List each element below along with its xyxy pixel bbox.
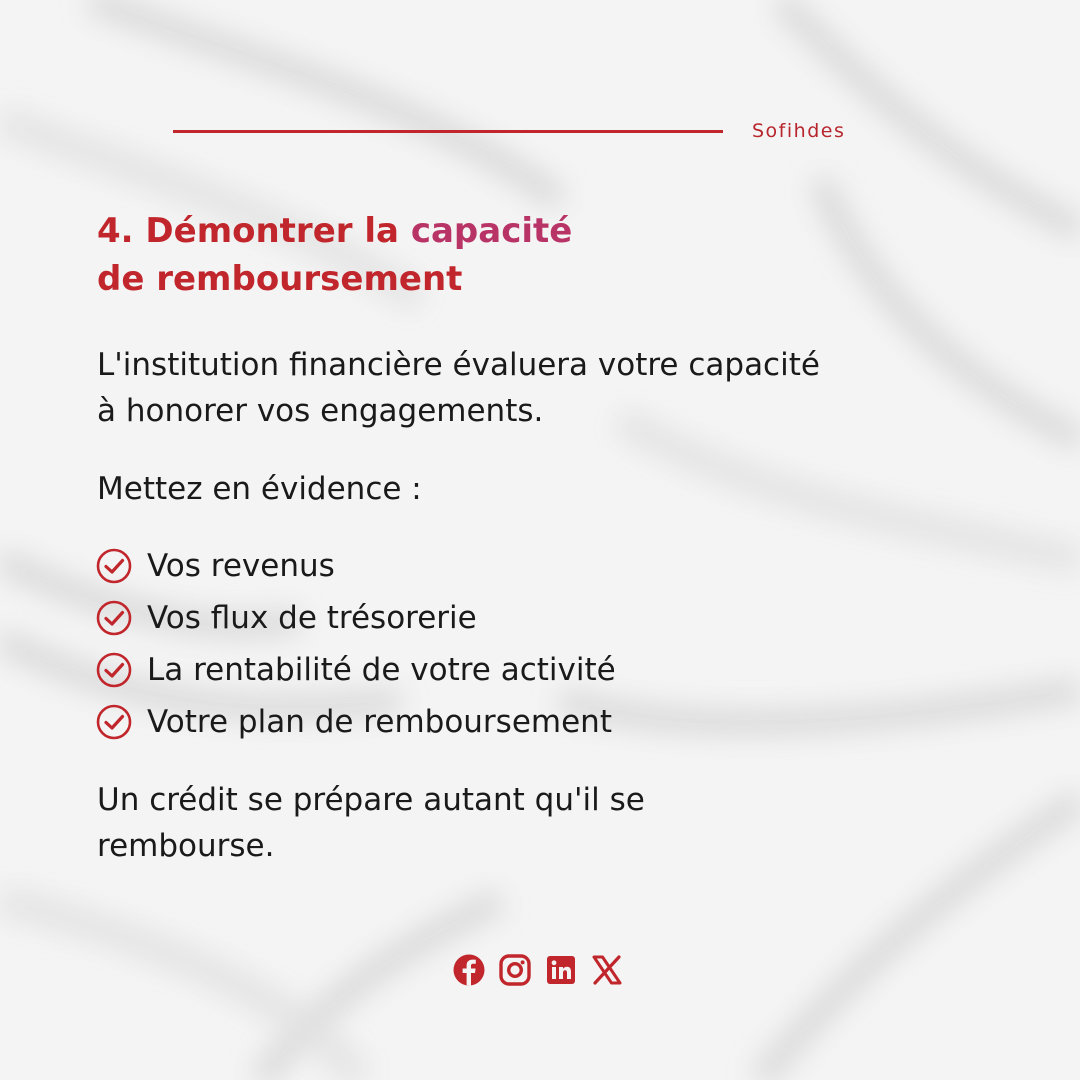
x-icon[interactable] bbox=[590, 953, 624, 987]
title-part-2: capacité bbox=[410, 211, 573, 251]
check-circle-icon bbox=[95, 651, 133, 689]
intro-paragraph bbox=[97, 342, 820, 434]
lead-text: Mettez en évidence : bbox=[97, 471, 422, 507]
linkedin-icon[interactable] bbox=[544, 953, 578, 987]
list-item-label: Vos revenus bbox=[147, 548, 335, 584]
intro-line-2: à honorer vos engagements. bbox=[97, 393, 544, 429]
instagram-icon[interactable] bbox=[498, 953, 532, 987]
brand-name: Sofihdes bbox=[752, 120, 846, 142]
list-item bbox=[95, 644, 616, 696]
page-title bbox=[97, 207, 572, 303]
outro-line-1: Un crédit se prépare autant qu'il se bbox=[97, 782, 645, 818]
facebook-icon[interactable] bbox=[452, 953, 486, 987]
header-rule bbox=[173, 130, 723, 133]
check-circle-icon bbox=[95, 547, 133, 585]
check-circle-icon bbox=[95, 599, 133, 637]
intro-line-1: L'institution financière évaluera votre capacité bbox=[97, 347, 820, 383]
outro-line-2: rembourse. bbox=[97, 828, 275, 864]
outro-paragraph bbox=[97, 777, 645, 869]
list-item bbox=[95, 592, 616, 644]
list-item-label: Votre plan de remboursement bbox=[147, 704, 612, 740]
list-item bbox=[95, 540, 616, 592]
list-item-label: La rentabilité de votre activité bbox=[147, 652, 616, 688]
social-links bbox=[452, 953, 624, 987]
title-line-2: de remboursement bbox=[97, 259, 463, 299]
list-item bbox=[95, 696, 616, 748]
checklist bbox=[95, 540, 616, 748]
list-item-label: Vos flux de trésorerie bbox=[147, 600, 477, 636]
title-part-1: 4. Démontrer la bbox=[97, 211, 411, 251]
check-circle-icon bbox=[95, 703, 133, 741]
